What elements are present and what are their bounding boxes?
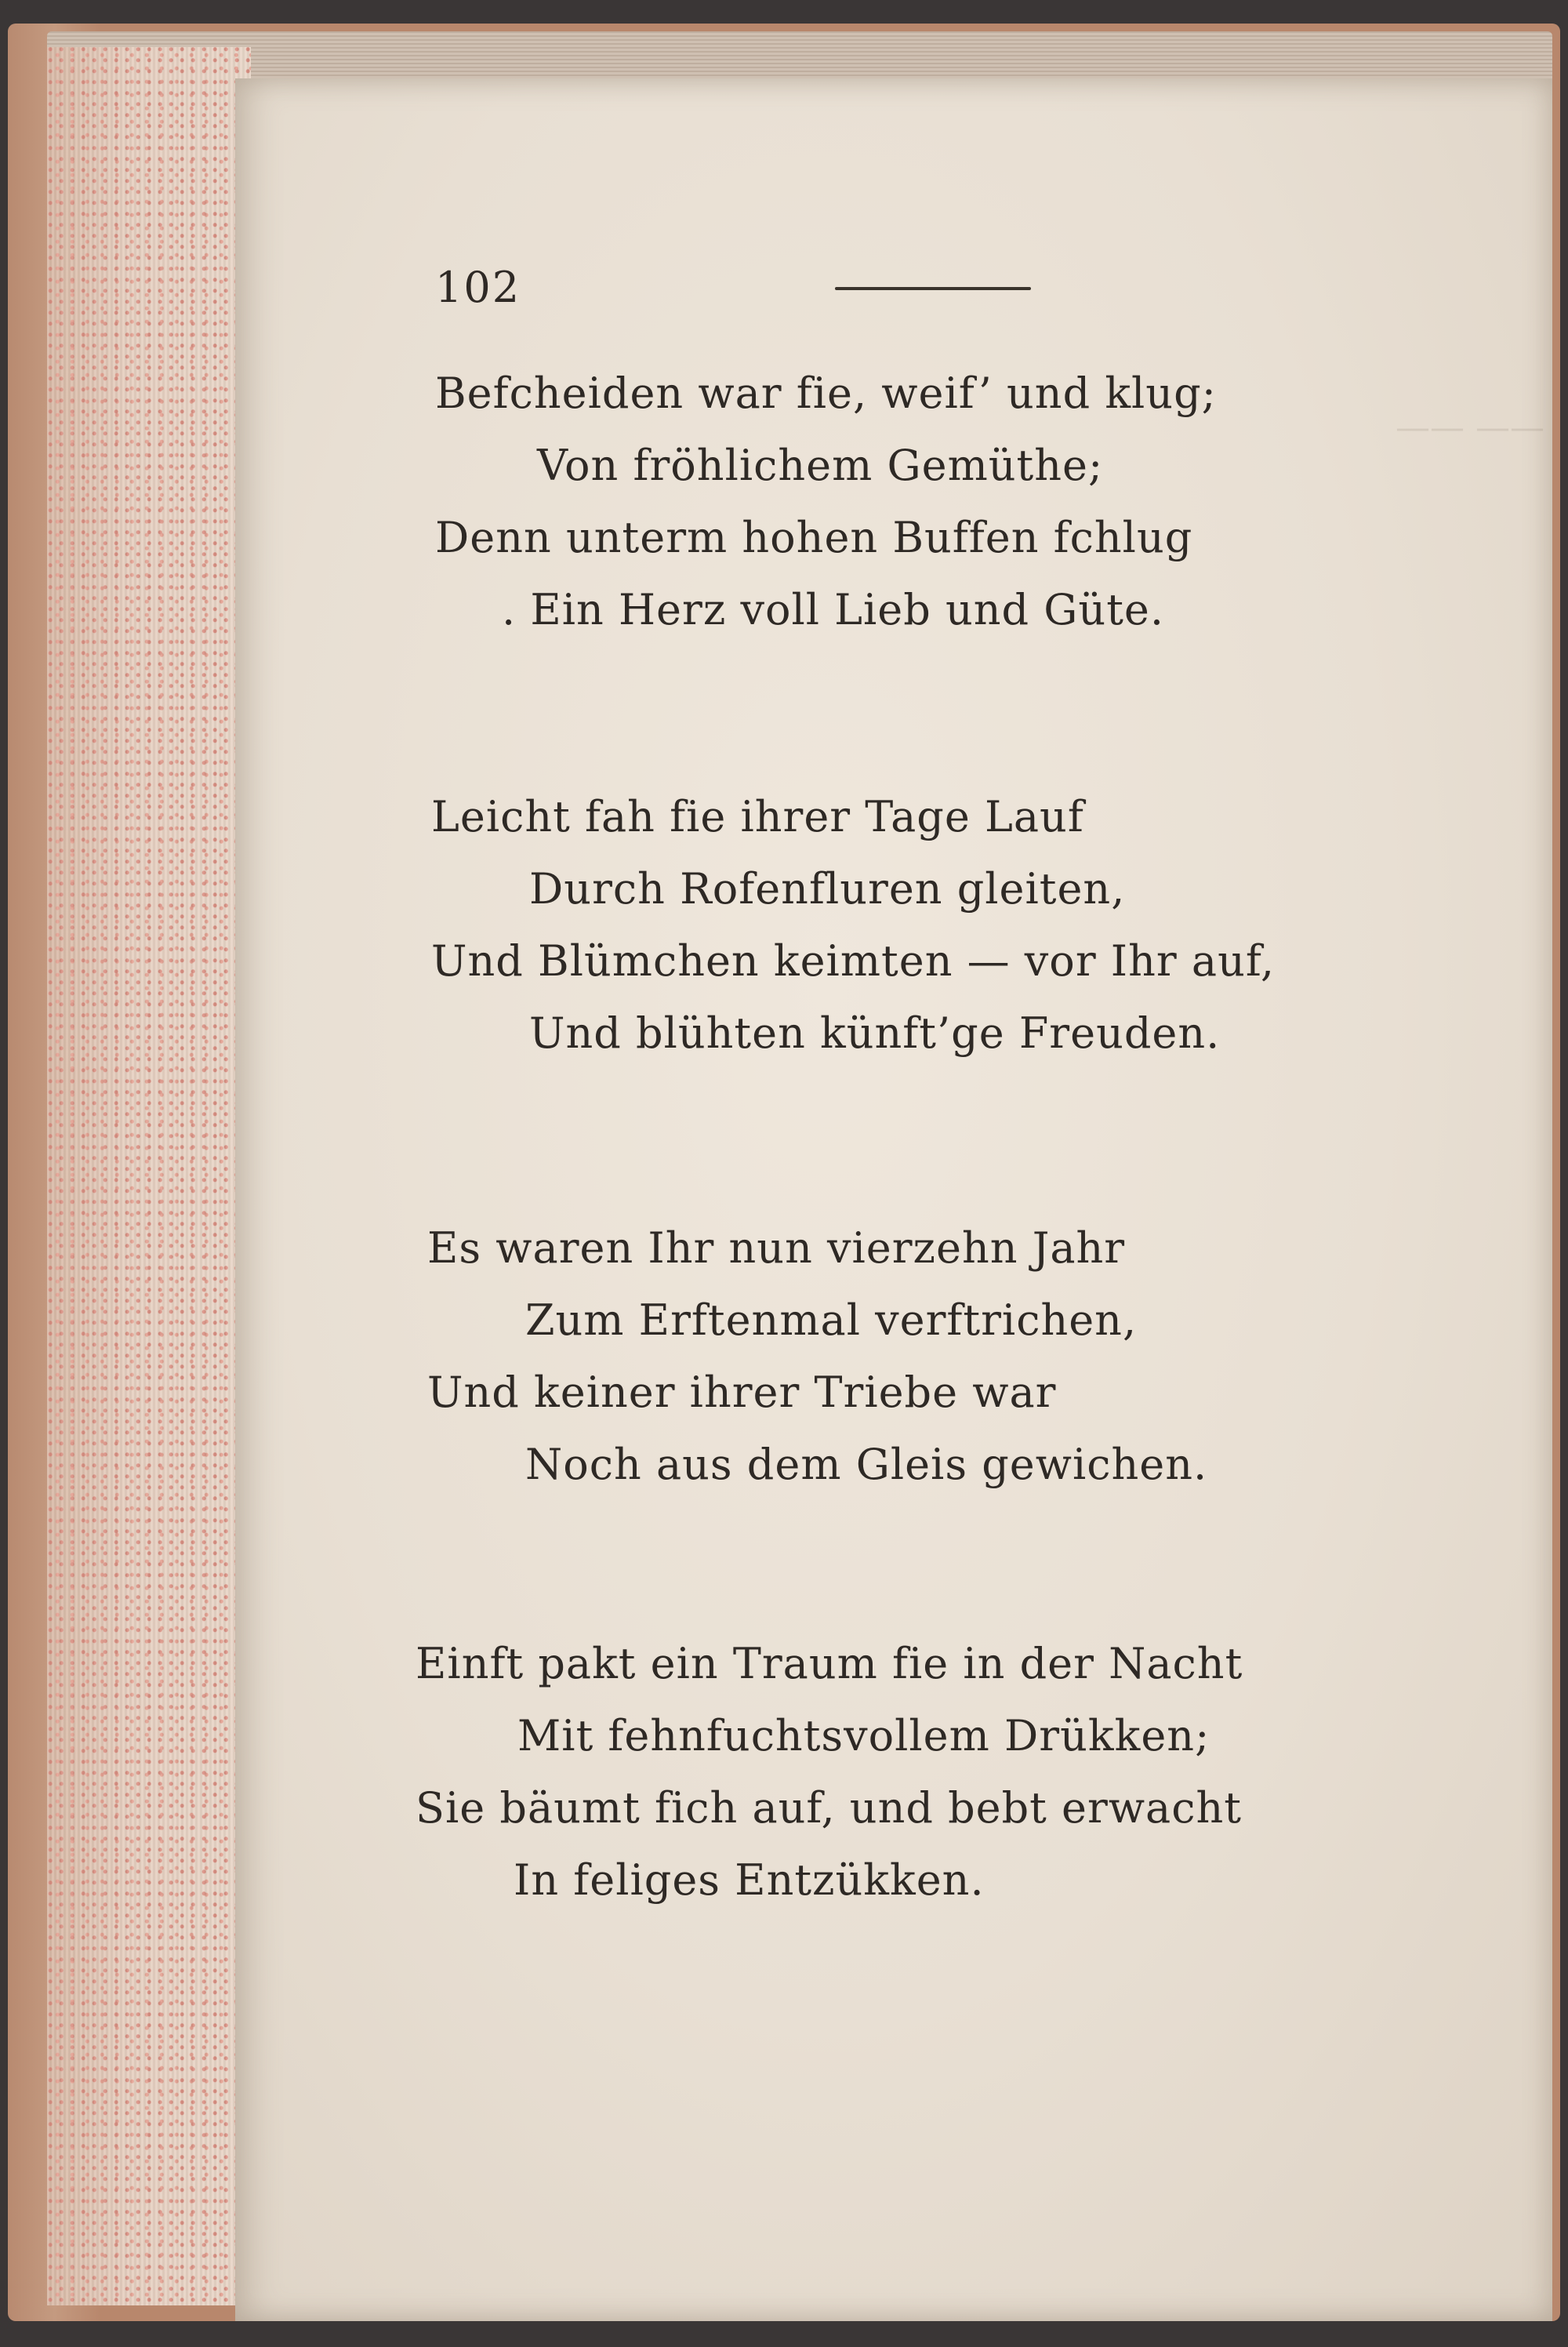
book-page — [235, 78, 1552, 2321]
verse-line: Befcheiden war fie, weif’ und klug; — [435, 369, 1217, 418]
verse-line: Leicht fah fie ihrer Tage Lauf — [431, 792, 1084, 841]
header-rule — [835, 287, 1031, 290]
show-through-text: —— —— — [1396, 408, 1544, 448]
verse-line: Denn unterm hohen Buffen fchlug — [435, 513, 1193, 562]
verse-line: Und Blümchen keimten — vor Ihr auf, — [431, 936, 1276, 986]
verse-line: Es waren Ihr nun vierzehn Jahr — [427, 1223, 1126, 1273]
verse-line: . Ein Herz voll Lieb und Güte. — [502, 585, 1165, 634]
verse-line: Durch Rofenfluren gleiten, — [529, 864, 1126, 914]
verse-line: Einft pakt ein Traum fie in der Nacht — [416, 1639, 1243, 1688]
verse-line: Mit fehnfuchtsvollem Drükken; — [517, 1711, 1210, 1760]
page-block-fore-edge — [47, 47, 251, 2305]
verse-line: Von fröhlichem Gemüthe; — [537, 441, 1104, 490]
verse-line: In feliges Entzükken. — [514, 1855, 985, 1905]
verse-line: Sie bäumt fich auf, und bebt erwacht — [416, 1783, 1242, 1833]
verse-line: Und keiner ihrer Triebe war — [427, 1368, 1057, 1417]
verse-line: Zum Erftenmal verftrichen, — [525, 1295, 1138, 1345]
verse-line: Noch aus dem Gleis gewichen. — [525, 1440, 1208, 1489]
page-number: 102 — [435, 263, 521, 312]
verse-line: Und blühten künft’ge Freuden. — [529, 1008, 1221, 1058]
